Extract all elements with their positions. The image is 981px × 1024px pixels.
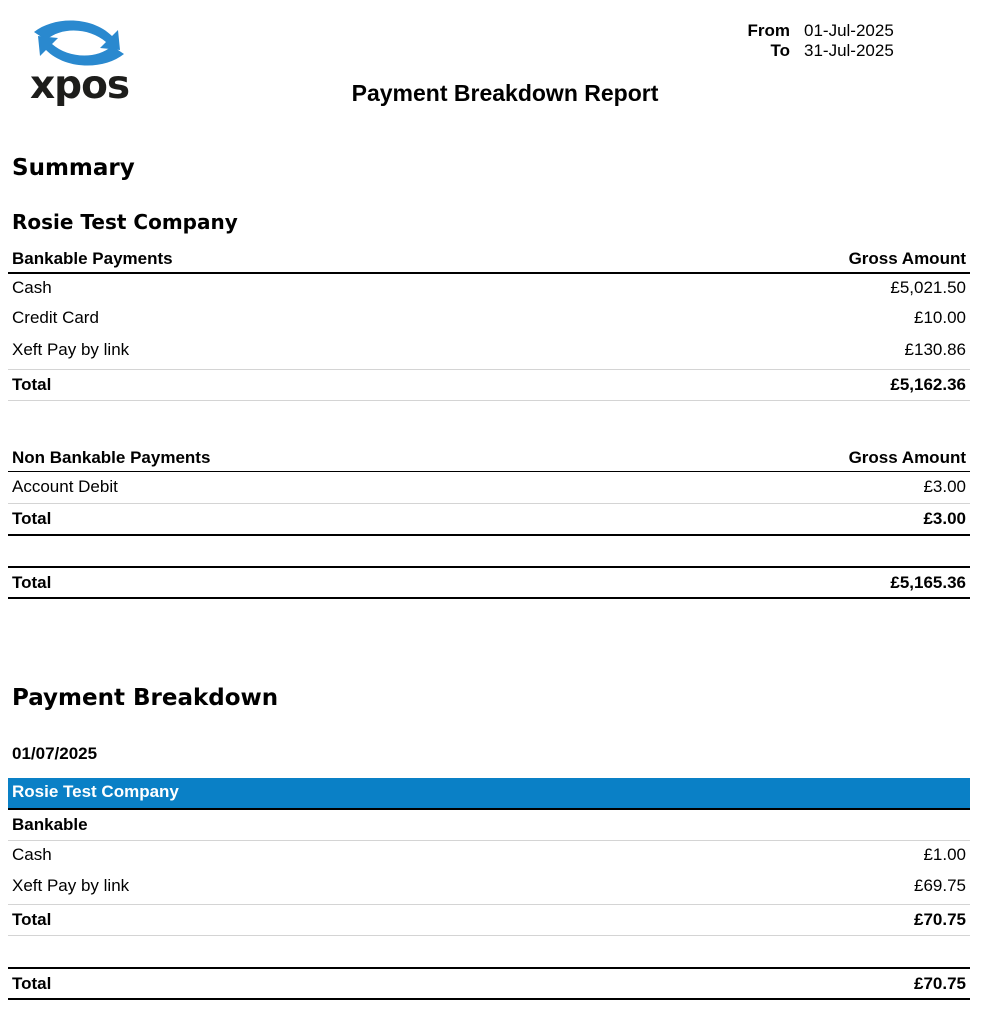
xpos-logo-arrows-icon bbox=[28, 18, 130, 68]
breakdown-total-row bbox=[8, 905, 970, 935]
grand-total-amount: £70.75 bbox=[914, 973, 966, 993]
payment-label: Cash bbox=[12, 278, 52, 297]
payment-label: Cash bbox=[12, 845, 52, 864]
non-bankable-header-row bbox=[8, 445, 970, 471]
table-row bbox=[8, 841, 970, 869]
bankable-header-row bbox=[8, 246, 970, 272]
breakdown-date: 01/07/2025 bbox=[12, 744, 98, 763]
report-title: Payment Breakdown Report bbox=[351, 80, 659, 106]
non-bankable-header-amount: Gross Amount bbox=[848, 448, 966, 467]
grand-total-amount: £5,165.36 bbox=[890, 572, 966, 592]
total-label: Total bbox=[12, 375, 52, 394]
non-bankable-total-row bbox=[8, 504, 970, 534]
divider bbox=[8, 935, 970, 936]
date-range bbox=[700, 21, 915, 61]
payment-amount: £10.00 bbox=[914, 308, 966, 327]
to-date-row bbox=[700, 41, 915, 61]
breakdown-group-row bbox=[8, 810, 970, 840]
breakdown-company-bar: Rosie Test Company bbox=[8, 778, 970, 808]
total-amount: £3.00 bbox=[923, 509, 966, 528]
grand-total-label: Total bbox=[12, 572, 52, 592]
payment-amount: £69.75 bbox=[914, 876, 966, 895]
divider bbox=[8, 597, 970, 599]
table-row bbox=[8, 472, 970, 502]
table-row bbox=[8, 872, 970, 900]
table-row bbox=[8, 304, 970, 332]
divider bbox=[8, 534, 970, 536]
table-row bbox=[8, 274, 970, 302]
payment-label: Credit Card bbox=[12, 308, 99, 327]
total-label: Total bbox=[12, 509, 52, 528]
grand-total-label: Total bbox=[12, 973, 52, 993]
breakdown-heading: Payment Breakdown bbox=[12, 685, 279, 711]
total-label: Total bbox=[12, 910, 52, 929]
payment-label: Account Debit bbox=[12, 477, 118, 496]
bankable-total-row bbox=[8, 370, 970, 400]
divider bbox=[8, 400, 970, 401]
payment-amount: £3.00 bbox=[923, 477, 966, 496]
bankable-header-amount: Gross Amount bbox=[848, 249, 966, 268]
total-amount: £5,162.36 bbox=[890, 375, 966, 394]
breakdown-grand-total-row bbox=[8, 969, 970, 998]
payment-amount: £1.00 bbox=[923, 845, 966, 864]
summary-grand-total-row bbox=[8, 568, 970, 597]
from-label: From bbox=[747, 21, 790, 40]
divider bbox=[8, 998, 970, 1000]
table-row bbox=[8, 336, 970, 364]
from-date-row bbox=[700, 21, 915, 41]
payment-label: Xeft Pay by link bbox=[12, 876, 130, 895]
non-bankable-header-label: Non Bankable Payments bbox=[12, 448, 211, 467]
to-date: 31-Jul-2025 bbox=[804, 41, 894, 60]
bankable-header-label: Bankable Payments bbox=[12, 249, 173, 268]
logo-wordmark: xpos bbox=[30, 63, 130, 108]
total-amount: £70.75 bbox=[914, 910, 966, 929]
payment-amount: £5,021.50 bbox=[890, 278, 966, 297]
group-label: Bankable bbox=[12, 815, 88, 834]
from-date: 01-Jul-2025 bbox=[804, 21, 894, 40]
payment-amount: £130.86 bbox=[904, 340, 966, 359]
to-label: To bbox=[770, 41, 790, 60]
payment-label: Xeft Pay by link bbox=[12, 340, 130, 359]
summary-heading: Summary bbox=[12, 155, 135, 181]
summary-company-name: Rosie Test Company bbox=[12, 210, 238, 234]
